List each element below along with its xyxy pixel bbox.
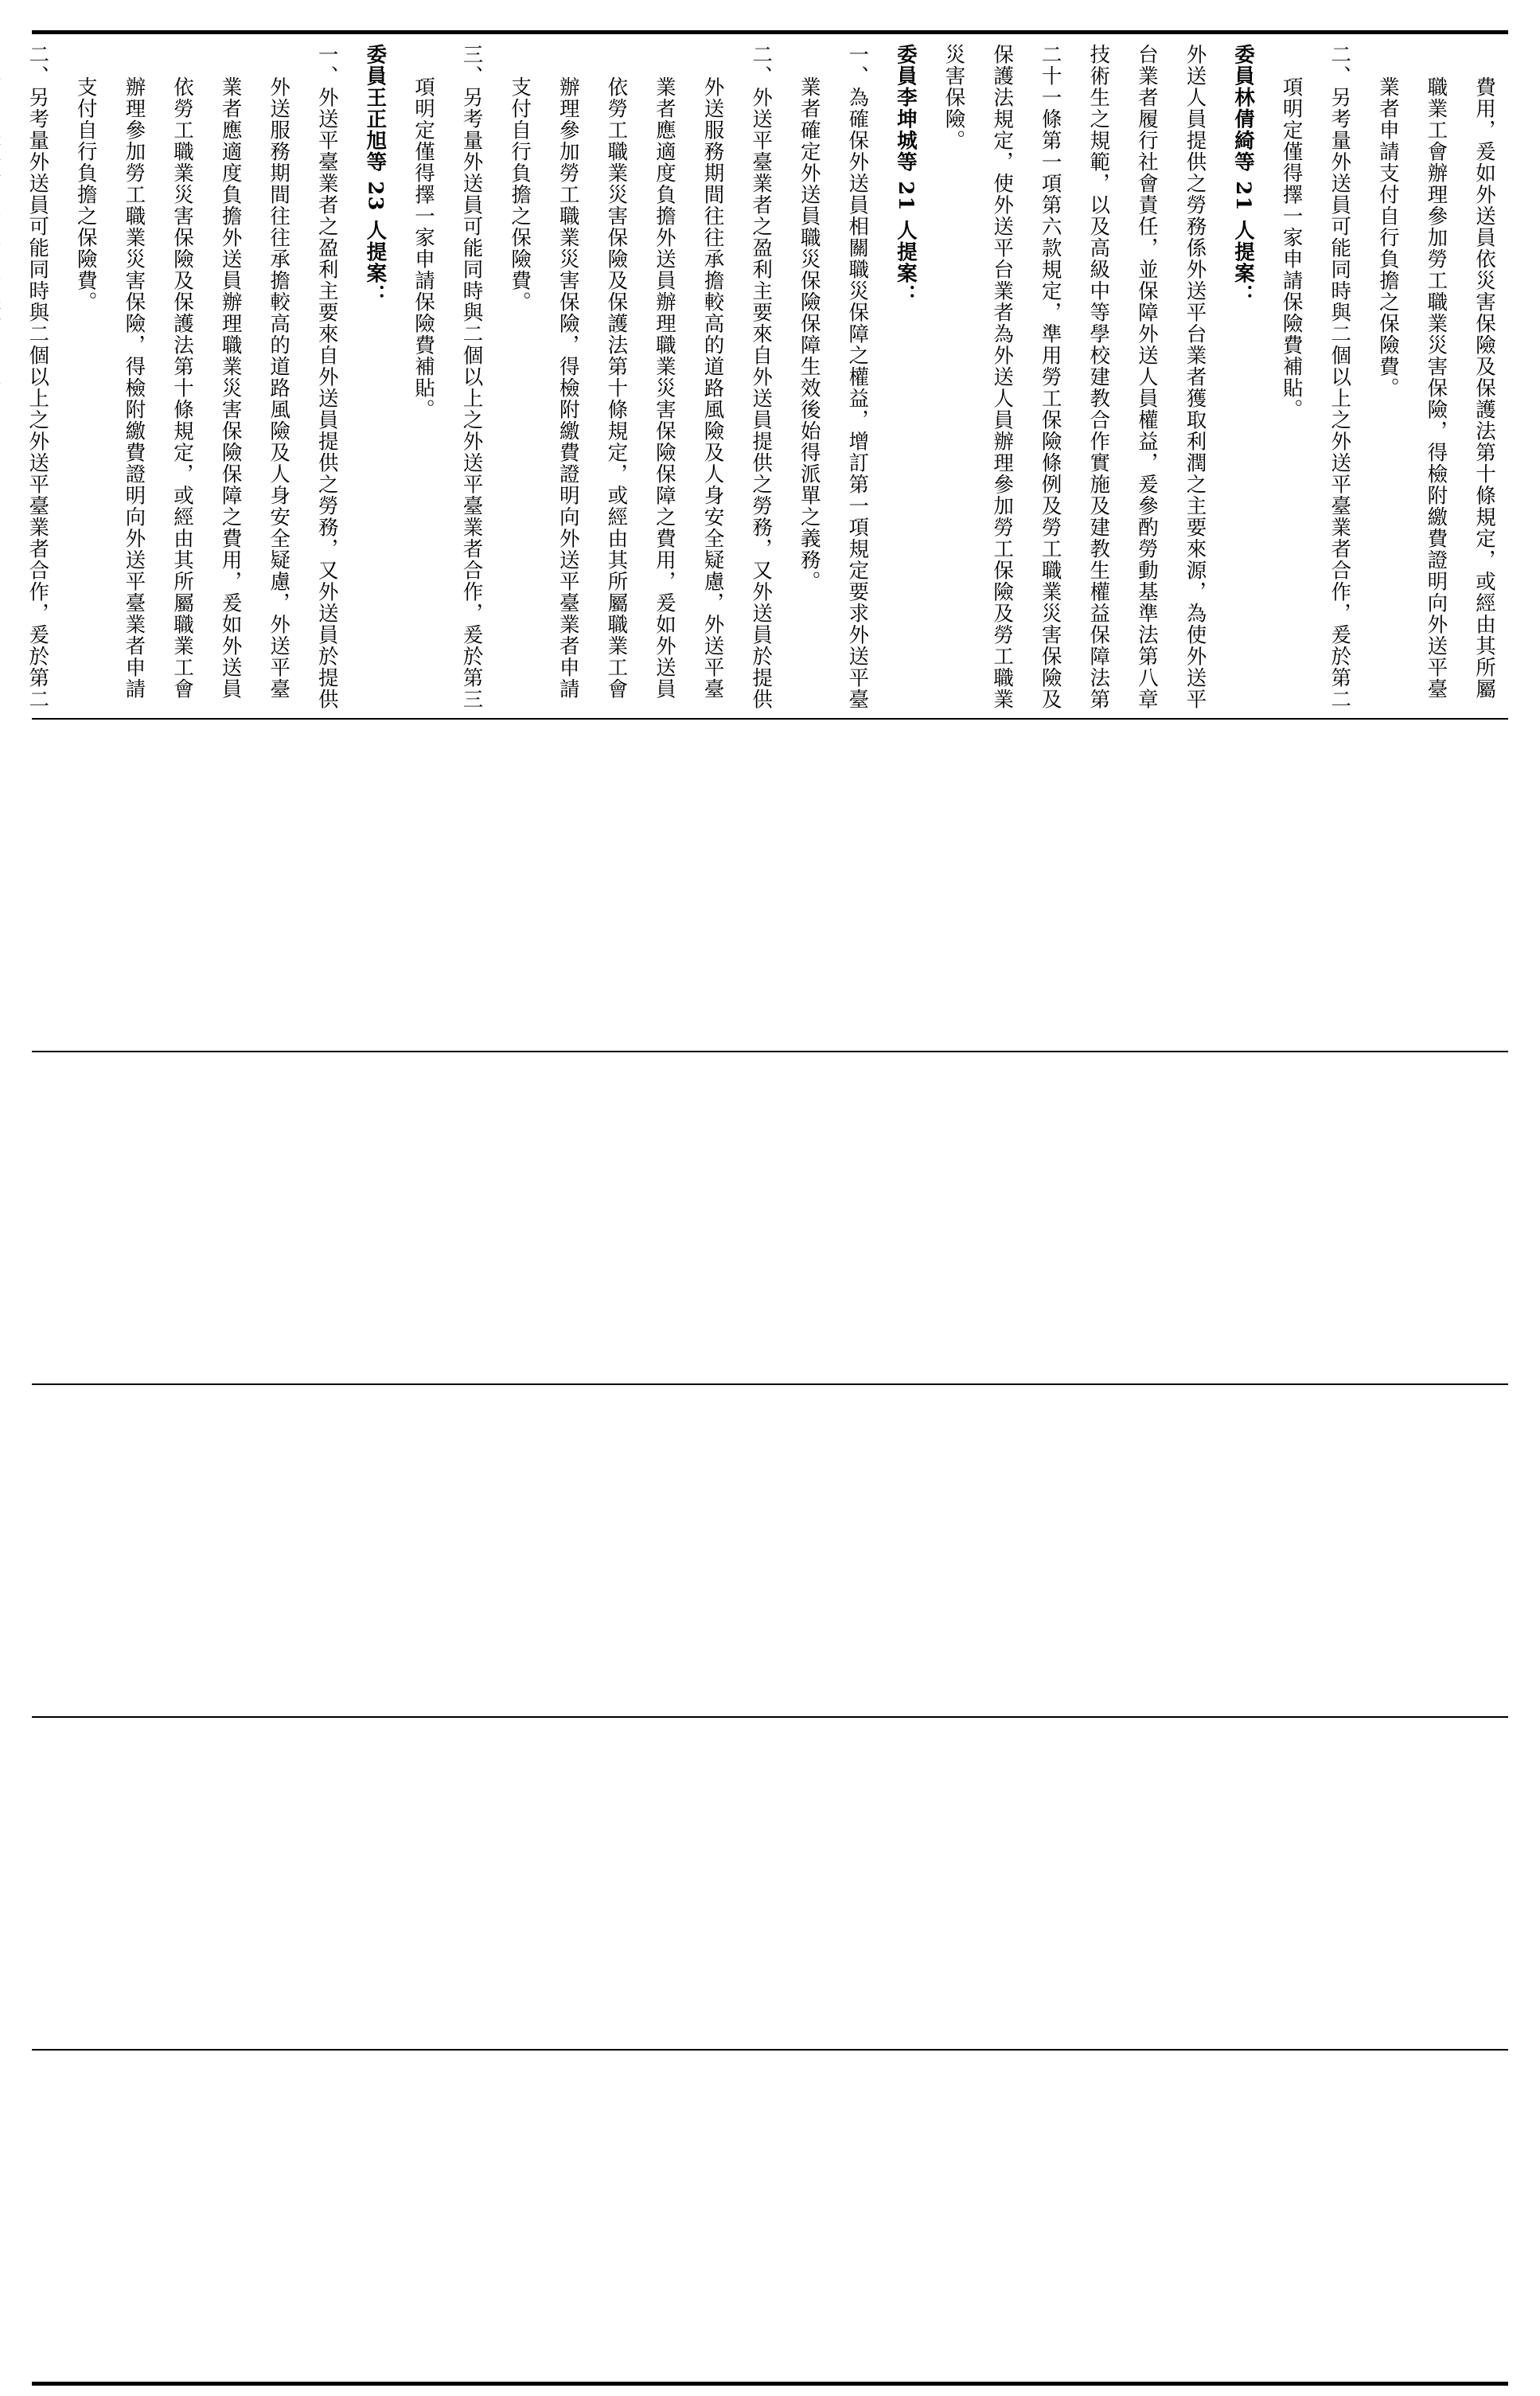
list-item: 二、另考量外送員可能同時與二個以上之外送平臺業者合作，爰於第二 xyxy=(25,44,50,710)
list-item: 一、為確保外送員相關職災保障之權益，增訂第一項規定要求外送平臺業者確定外送員職災保險保障生效後始得派單之義務。 xyxy=(797,44,870,710)
bottom-rule xyxy=(32,2382,1508,2386)
list-item: 二、外送平臺業者之盈利主要來自外送員提供之勞務，又外送員於提供外送服務期間往往承擔較高的道路風險及人身安全疑慮，外送平臺業者應適度負擔外送員辦理職業災害保險保障之費用，爰如外送員依勞工職業災害保險及保護法第十條規定，或經由其所屬職業工會辦理參加勞工職業災害保險，得檢附繳費證明向外送平臺業者申請支付自行負擔之保險費。 xyxy=(508,44,774,710)
divider-rule-2 xyxy=(32,1051,1508,1052)
proposal-heading: 委員王正旭等 23 人提案： xyxy=(363,44,388,306)
proposal-body: 外送人員提供之勞務係外送平台業者獲取利潤之主要來源，為使外送平台業者履行社會責任，並保障外送人員權益，爰參酌勞動基準法第八章技術生之規範，以及高級中等學校建教合作實施及建教生權益保障法第二十一條第一項第六款規定，準用勞工保險條例及勞工職業災害保險及保護法規定，使外送平台業者為外送人員辦理參加勞工保險及勞工職業災害保險。 xyxy=(942,44,1207,710)
divider-rule-4 xyxy=(32,1716,1508,1718)
top-rule xyxy=(32,30,1508,34)
list-item: 三、另考量外送員可能同時與二個以上之外送平臺業者合作，爰於第三項明定僅得擇一家申請保險費補貼。 xyxy=(411,44,484,710)
divider-rule-1 xyxy=(32,718,1508,720)
list-item: 二、另考量外送員可能同時與二個以上之外送平臺業者合作，爰於第二項明定僅得擇一家申請保險費補貼。 xyxy=(1279,44,1352,710)
divider-rule-5 xyxy=(32,2049,1508,2051)
proposal-heading: 委員林倩綺等 21 人提案： xyxy=(1231,44,1256,306)
paragraph-continuation: 費用，爰如外送員依災害保險及保護法第十條規定，或經由其所屬職業工會辦理參加勞工職業災害保險，得檢附繳費證明向外送平臺業者申請支付自行負擔之保險費。 xyxy=(1375,76,1496,700)
proposal-heading: 委員李坤城等 21 人提案： xyxy=(893,44,918,306)
vertical-text-block xyxy=(25,44,1508,712)
list-item: 一、外送平臺業者之盈利主要來自外送員提供之勞務，又外送員於提供外送服務期間往往承擔較高的道路風險及人身安全疑慮，外送平臺業者應適度負擔外送員辦理職業災害保險保障之費用，爰如外送員依勞工職業災害保險及保護法第十條規定，或經由其所屬職業工會辦理參加勞工職業災害保險，得檢附繳費證明向外送平臺業者申請支付自行負擔之保險費。 xyxy=(73,44,339,710)
divider-rule-3 xyxy=(32,1383,1508,1385)
